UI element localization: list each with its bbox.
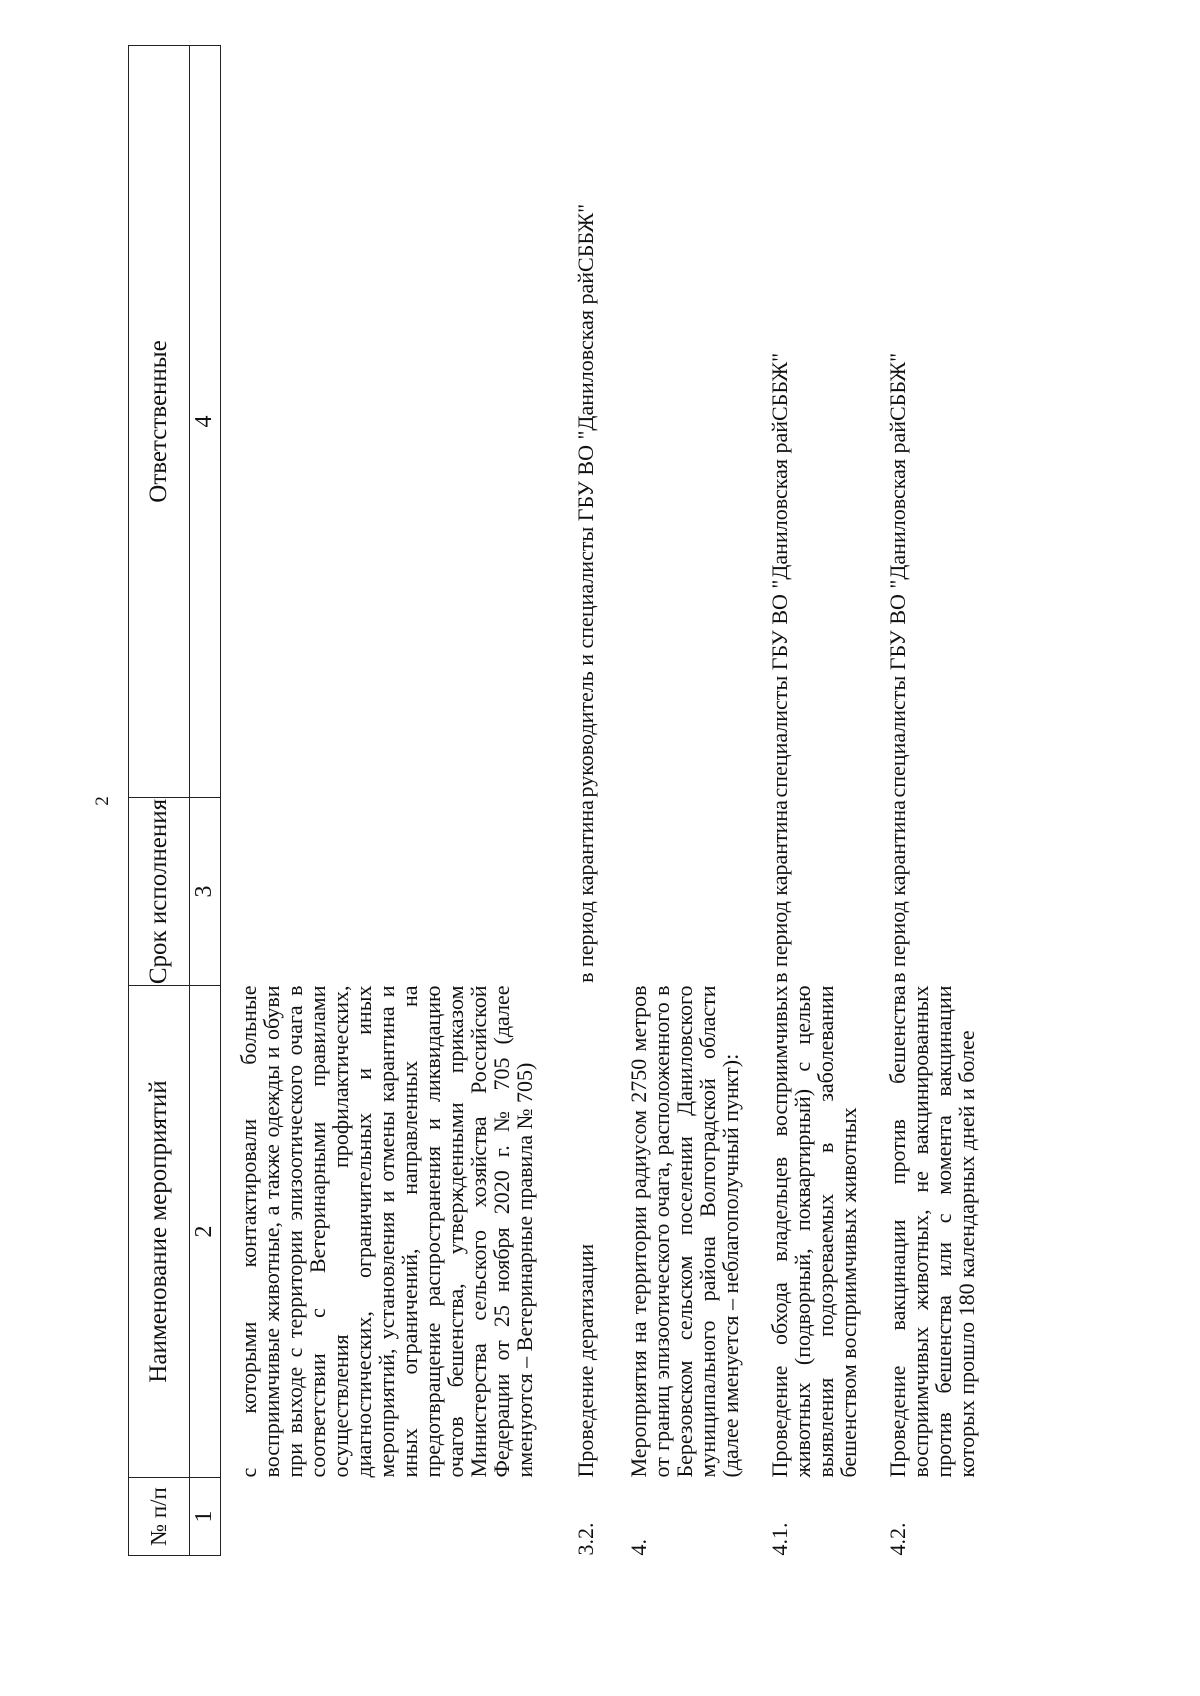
row-number: 4.2.: [885, 1522, 910, 1556]
row-measure-name: Проведение вакцинации против бешенства восприимчивых животных, не вакцинированных против бешенства или с момента вакцинации которых прошло 180 календарных дней и более: [885, 985, 979, 1478]
column-number: 2: [190, 986, 221, 1478]
row-number: [221, 1478, 545, 1556]
row-measure-name: Проведение дератизации: [573, 1243, 598, 1478]
row-responsible: руководитель и специалисты ГБУ ВО "Даниловская райСББЖ": [573, 203, 598, 798]
header-num: № п/п: [129, 1478, 190, 1556]
row-responsible: [221, 46, 545, 798]
table-row: [860, 46, 978, 1556]
table-row: [597, 46, 742, 1556]
page-number: 2: [92, 796, 113, 806]
table-row: [221, 46, 545, 1556]
row-responsible: специалисты ГБУ ВО "Даниловская райСББЖ": [767, 352, 792, 798]
measures-table: [128, 45, 978, 1556]
row-measure-name: с которыми контактировали больные восприимчивые животные, а также одежды и обуви при выходе с территории эпизоотического очага в соответствии с Ветеринарными правилами осуществления профилактических, диагностических, ограничительных и иных мероприятий, установления и отмены карантина и иных ограничений, направленных на предотвращение распространения и ликвидацию очагов бешенства, утвержденными приказом Министерства сельского хозяйства Российской Федерации от 25 ноября 2020 г. № 705 (далее именуются – Ветеринарные правила № 705): [236, 985, 537, 1478]
table-row: [544, 46, 597, 1556]
row-term: в период карантина: [573, 800, 598, 983]
header-term: Срок исполнения: [129, 798, 190, 986]
table-row: [742, 46, 860, 1556]
header-name: Наименование мероприятий: [129, 986, 190, 1478]
row-measure-name: Проведение обхода владельцев восприимчивых животных (подворный, поквартирный) с целью выявления подозреваемых в заболевании бешенством восприимчивых животных: [767, 985, 861, 1478]
row-number: 4.1.: [767, 1522, 792, 1556]
row-number: 4.: [626, 1539, 651, 1556]
column-number: 1: [190, 1478, 221, 1556]
column-number: 3: [190, 798, 221, 986]
row-term: [221, 798, 545, 986]
header-responsible: Ответственные: [129, 46, 190, 798]
row-term: в период карантина: [885, 800, 910, 983]
row-term: [597, 798, 742, 986]
document-page: [92, 46, 1128, 1556]
row-term: в период карантина: [767, 800, 792, 983]
table-header-row: [129, 46, 190, 1556]
row-responsible: специалисты ГБУ ВО "Даниловская райСББЖ": [885, 352, 910, 798]
column-number: 4: [190, 46, 221, 798]
column-number-row: [190, 46, 221, 1556]
row-measure-name: Мероприятия на территории радиусом 2750 метров от границ эпизоотического очага, расположенного в Березовском сельском поселении Даниловского муниципального района Волгоградской области (далее именуется – неблагополучный пункт):: [626, 985, 743, 1478]
row-number: 3.2.: [573, 1522, 598, 1556]
row-responsible: [597, 46, 742, 798]
